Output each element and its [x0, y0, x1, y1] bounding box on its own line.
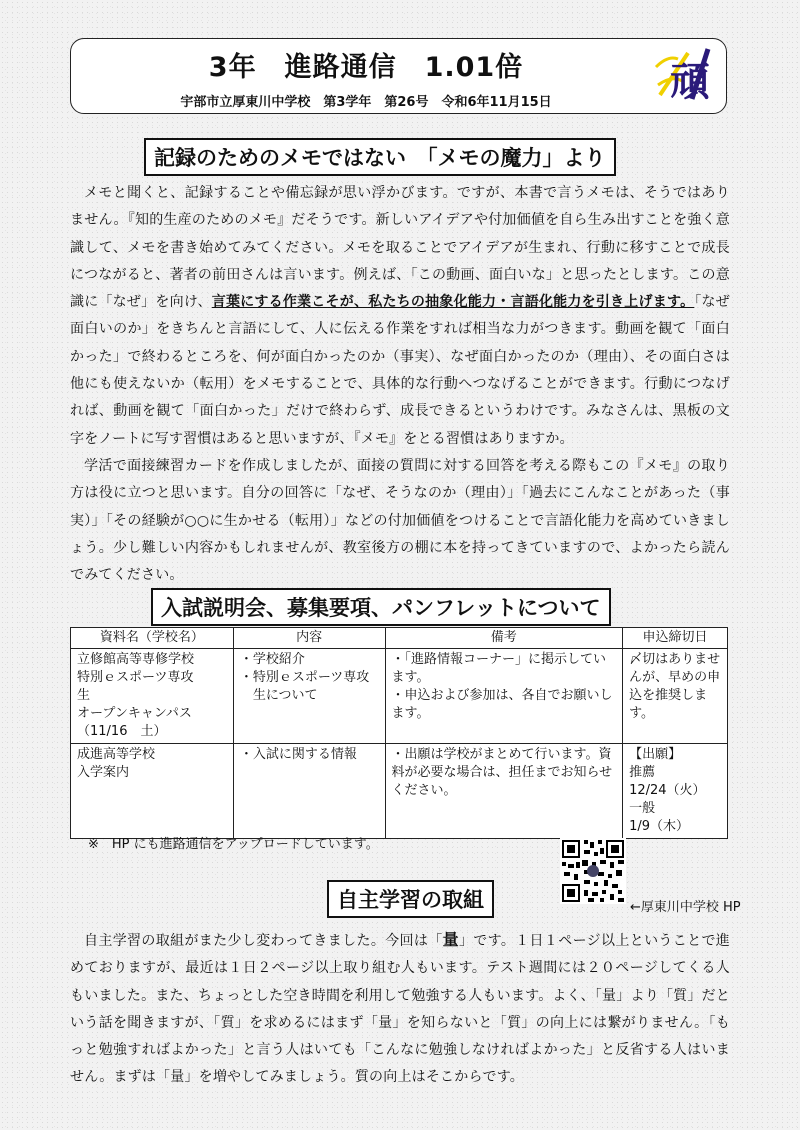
svg-text:頑: 頑 — [670, 58, 710, 105]
seal-kanji-logo — [648, 45, 718, 107]
notes-cell: ・出願は学校がまとめて行います。資料が必要な場合は、担任までお知らせください。 — [385, 744, 623, 839]
header-deadline: 申込締切日 — [623, 628, 728, 649]
content-cell: ・学校紹介 ・特別ｅスポーツ専攻 生について — [233, 649, 385, 744]
exam-info-table — [70, 627, 728, 839]
deadline-cell: 【出願】 推薦 12/24（火） 一般 1/9（木） — [623, 744, 728, 839]
table-row — [71, 649, 728, 744]
memo-paragraph-1: メモと聞くと、記録することや備忘録が思い浮かびます。ですが、本書で言うメモは、そうではありません。『知的生産のためのメモ』だそうです。新しいアイデアや付加価値を自ら生み出すことを強く意識して、メモを書き始めてみてください。メモを取ることでアイデアが生まれ、行動に移すことで成長につながると、著者の前田さんは言います。例えば、「この動画、面白いな」と思ったとします。この意識に「なぜ」を向け、言葉にする作業こそが、私たちの抽象化能力・言語化能力を引き上げます。「なぜ面白いのか」をきちんと言語にして、人に伝える作業をすれば相当な力がつきます。動画を観て「面白かった」で終わるところを、何が面白かったのか（事実）、なぜ面白かったのか（理由）、その面白さは他にも使えないか（転用）をメモすることで、具体的な行動へつなげることができます。行動につなげれば、動画を観て「面白かった」だけで終わらず、成長できるというわけです。みなさんは、黒板の文字をノートに写す習慣はあると思いますが、『メモ』をとる習慣はありますか。 — [70, 185, 730, 447]
self-study-article-body — [70, 926, 730, 1092]
notes-cell: ・「進路情報コーナー」に掲示しています。 ・申込および参加は、各自でお願いします。 — [385, 649, 623, 744]
section-title-memo: 記録のためのメモではない 「メモの魔力」より — [144, 138, 616, 176]
qr-code-icon[interactable] — [560, 838, 626, 904]
newsletter-title: 3年 進路通信 1.01倍 — [208, 52, 524, 83]
memo-paragraph-2: 学活で面接練習カードを作成しましたが、面接の質問に対する回答を考える際もこの『メモ』の取り方は役に立つと思います。自分の回答に「なぜ、そうなのか（理由）」「過去にこんなことがあった（事実）」「その経験が○○に生かせる（転用）」などの付加価値をつけることで言語化能力を高めていきましょう。少し難しい内容かもしれませんが、教室後方の棚に本を持ってきていますので、よかったら読んでみてください。 — [70, 457, 730, 584]
memo-article-body — [70, 180, 730, 589]
section-title-exam-info: 入試説明会、募集要項、パンフレットについて — [151, 588, 611, 626]
self-study-paragraph: 自主学習の取組がまた少し変わってきました。今回は「量」です。１日１ページ以上ということで進めておりますが、最近は１日２ページ以上取り組む人もいます。テスト週間には２０ページしてくる人もいました。また、ちょっとした空き時間を利用して勉強する人もいます。よく、「量」より「質」だという話を聞きますが、「質」を求めるにはまず「量」を知らないと「質」の向上には繋がりません。「もっと勉強すればよかった」と言う人はいても「こんなに勉強しなければよかった」と反省する人はいません。まずは「量」を増やしてみましょう。質の向上はそこからです。 — [70, 930, 731, 1086]
qr-caption: ←厚東川中学校 HP — [630, 900, 741, 915]
header-notes: 備考 — [385, 628, 623, 649]
quantity-emphasis: 量 — [442, 930, 459, 949]
memo-emphasis-text: 言葉にする作業こそが、私たちの抽象化能力・言語化能力を引き上げます。 — [211, 294, 695, 311]
table-header-row — [71, 628, 728, 649]
newsletter-header — [70, 38, 727, 114]
school-name-cell: 立修館高等専修学校 特別ｅスポーツ専攻 生 オープンキャンパス （11/16 土） — [71, 649, 234, 744]
header-school-name: 資料名（学校名） — [71, 628, 234, 649]
content-cell: ・入試に関する情報 — [233, 744, 385, 839]
deadline-cell: 〆切はありませんが、早めの申込を推奨します。 — [623, 649, 728, 744]
table-row — [71, 744, 728, 839]
section-title-self-study: 自主学習の取組 — [327, 880, 494, 918]
school-name-cell: 成進高等学校 入学案内 — [71, 744, 234, 839]
newsletter-issue-info: 宇部市立厚東川中学校 第3学年 第26号 令和6年11月15日 — [180, 95, 552, 110]
header-content: 内容 — [233, 628, 385, 649]
hp-upload-note: ※ HP にも進路通信をアップロードしています。 — [88, 837, 379, 852]
